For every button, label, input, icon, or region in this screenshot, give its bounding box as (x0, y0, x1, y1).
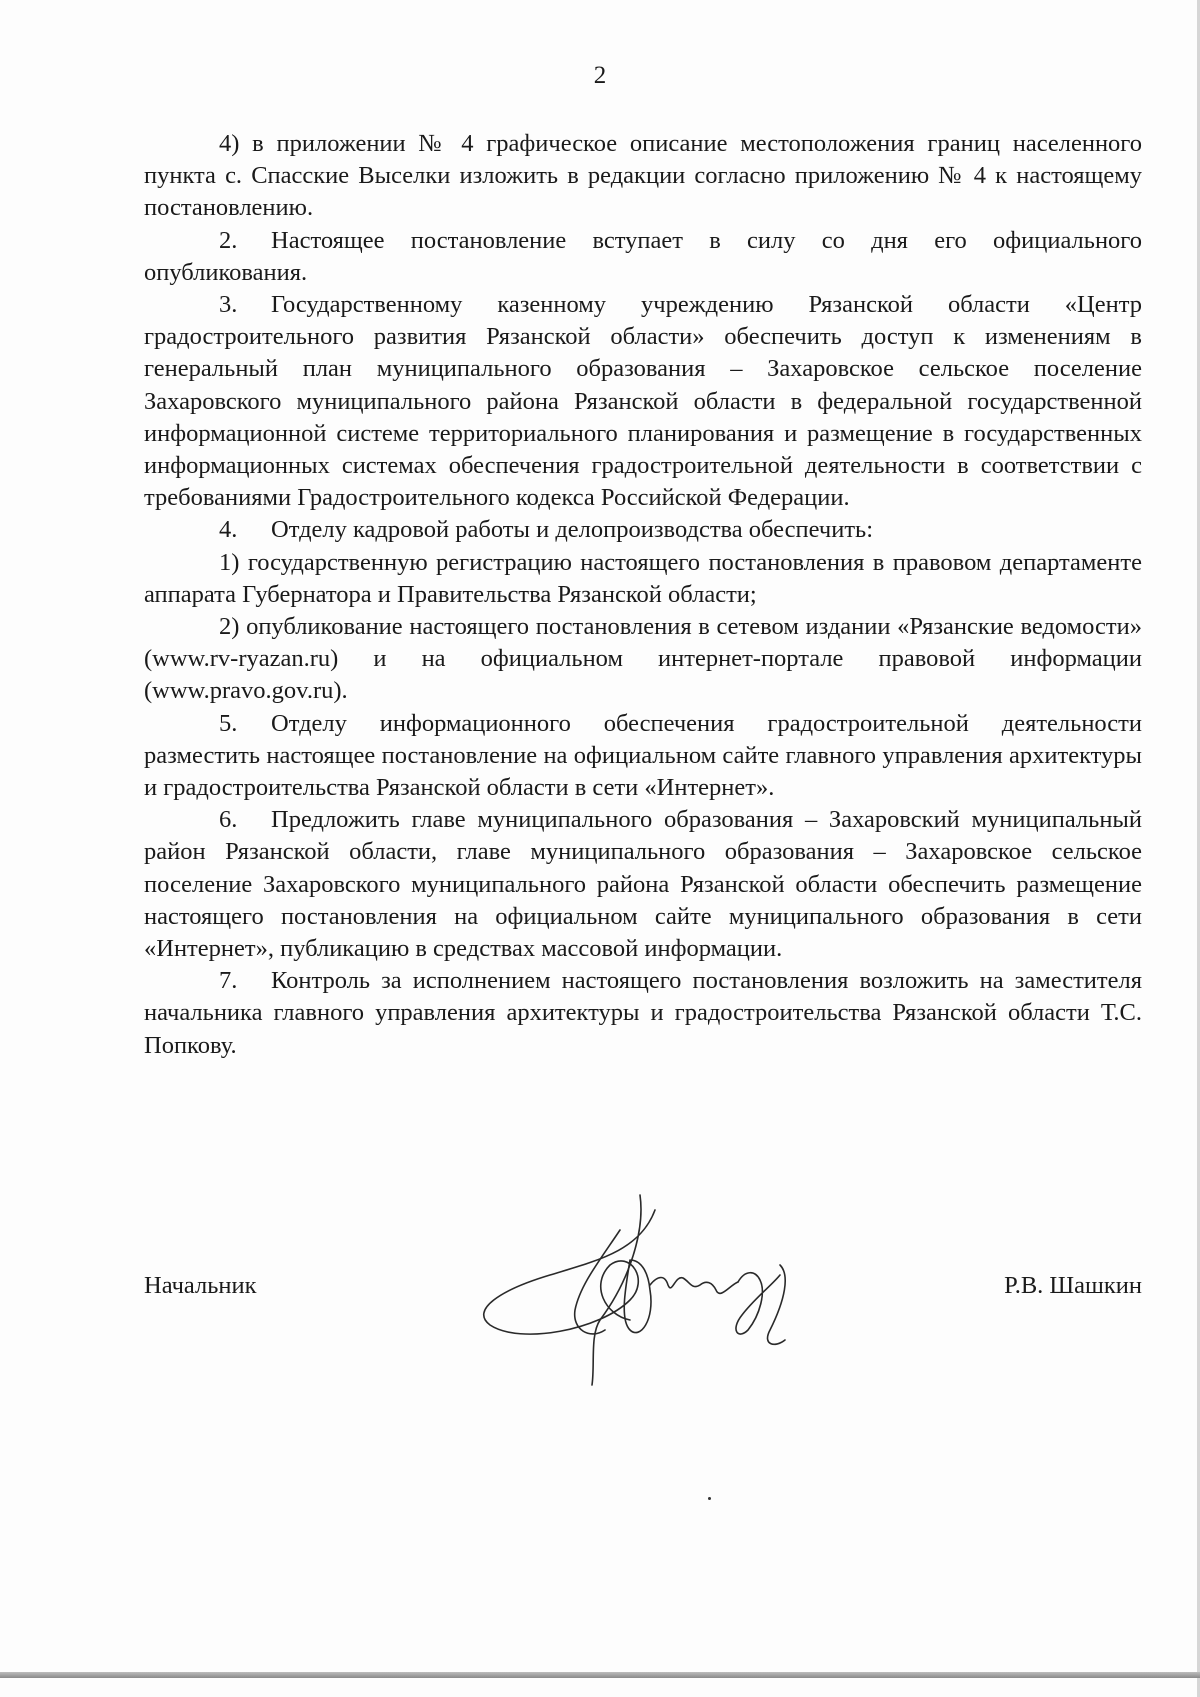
paragraph-subitem-1 (144, 547, 1142, 611)
paragraph-number: 3. (219, 291, 238, 319)
paragraph-text: Отделу информационного обеспечения градостроительной деятельности разместить настоящее постановление на официальном сайте главного управления архитектуры и градостроительства Рязанской области в сети «Интернет». (144, 709, 1142, 802)
paragraph-text: Контроль за исполнением настоящего постановления возложить на заместителя начальника главного управления архитектуры и градостроительства Рязанской области Т.С. Попкову. (144, 967, 1142, 1059)
paragraph-text: Предложить главе муниципального образования – Захаровский муниципальный район Рязанской области, главе муниципального образования – Захаровское сельское поселение Захаровского муниципального района Рязанской области обеспечить размещение настоящего постановления на официальном сайте муниципального образования в сети «Интернет», публикацию в средствах массовой информации. (144, 806, 1142, 963)
paragraph-item-7 (144, 965, 1142, 1062)
paragraph-text: Отделу кадровой работы и делопроизводства обеспечить: (271, 516, 874, 544)
paragraph-item-5 (144, 708, 1142, 805)
paragraph-subitem-2 (144, 611, 1142, 708)
document-body (144, 128, 1142, 1062)
paragraph-text: 2) опубликование настоящего постановления в сетевом издании «Рязанские ведомости» (www.rv-ryazan.ru) и на официальном интернет-портале правовой информации (www.pravo.gov.ru). (144, 613, 1142, 705)
paragraph-number: 5. (219, 709, 238, 737)
scan-speck (708, 1497, 711, 1500)
paragraph-text: 1) государственную регистрацию настоящего постановления в правовом департаменте аппарата Губернатора и Правительства Рязанской области; (144, 548, 1142, 608)
paragraph-item-4-subitem-4 (144, 128, 1142, 225)
scan-bottom-edge (0, 1672, 1200, 1678)
paragraph-text: 4) в приложении № 4 графическое описание местоположения границ населенного пункта с. Спасские Выселки изложить в редакции согласно приложению № 4 к настоящему постановлению. (144, 130, 1142, 222)
paragraph-item-3 (144, 289, 1142, 514)
paragraph-item-6 (144, 804, 1142, 965)
paragraph-number: 4. (219, 516, 238, 544)
signature-block (144, 1272, 1142, 1312)
signatory-name: Р.В. Шашкин (1004, 1272, 1142, 1299)
paragraph-item-4 (144, 514, 1142, 546)
paragraph-item-2 (144, 225, 1142, 289)
paragraph-number: 6. (219, 806, 238, 834)
signatory-title: Начальник (144, 1272, 257, 1299)
paragraph-number: 2. (219, 226, 238, 254)
page-number: 2 (593, 62, 607, 89)
paragraph-text: Государственному казенному учреждению Рязанской области «Центр градостроительного развития Рязанской области» обеспечить доступ к изменениям в генеральный план муниципального образования – Захаровское сельское поселение Захаровского муниципального района Рязанской области в федеральной государственной информационной системе территориального планирования и размещение в государственных информационных системах обеспечения градостроительной деятельности в соответствии с требованиями Градостроительного кодекса Российской Федерации. (144, 291, 1142, 512)
paragraph-number: 7. (219, 967, 238, 995)
paragraph-text: Настоящее постановление вступает в силу со дня его официального опубликования. (144, 226, 1142, 286)
